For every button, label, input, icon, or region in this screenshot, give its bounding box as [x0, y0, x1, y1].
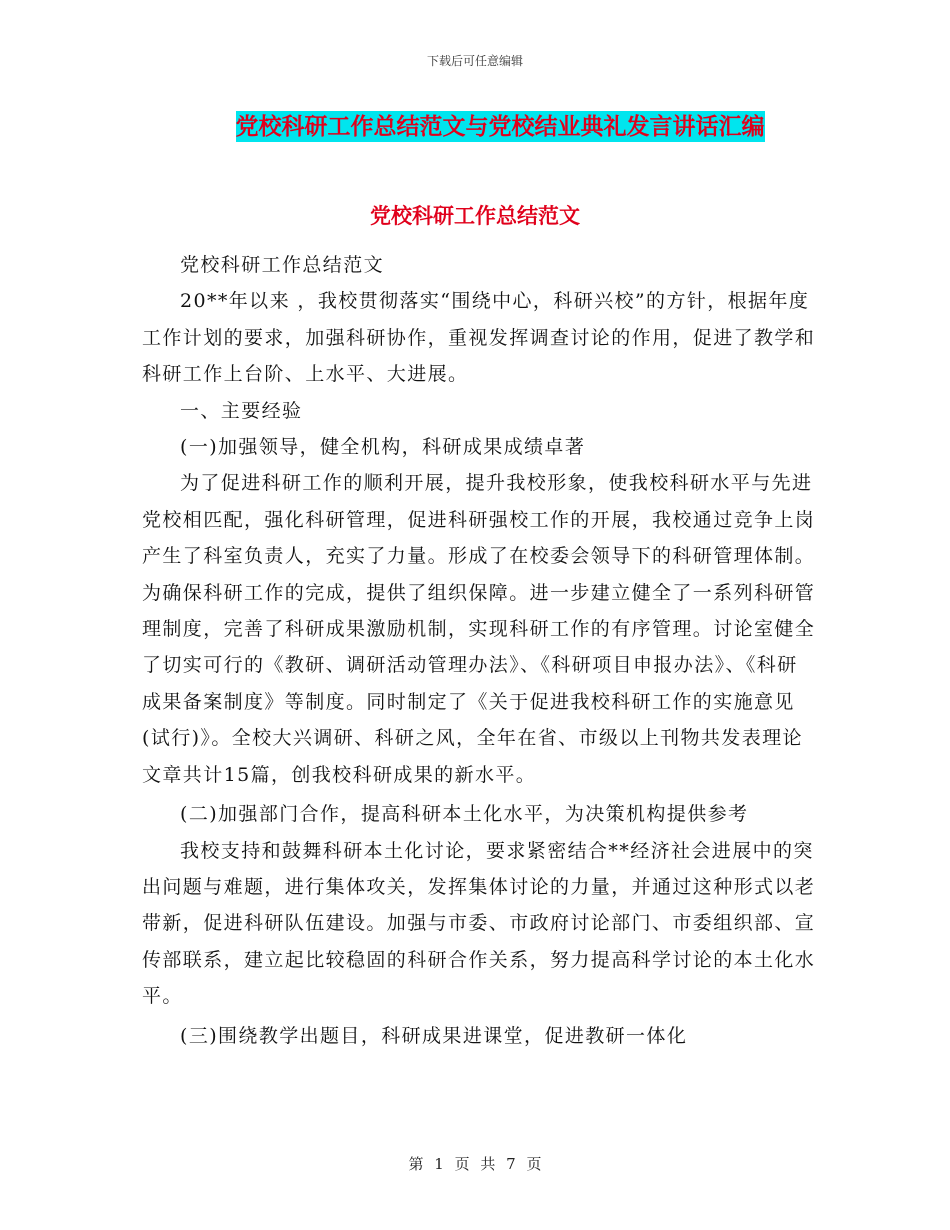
main-title-text: 党校科研工作总结范文与党校结业典礼发言讲话汇编 [235, 113, 765, 140]
section-title: 党校科研工作总结范文 [370, 203, 580, 228]
header-note: 下载后可任意编辑 [426, 54, 523, 68]
document-body [142, 247, 817, 1054]
paragraph-body-1: 为了促进科研工作的顺利开展，提升我校形象，使我校科研水平与先进党校相匹配，强化科研管理，促进科研强校工作的开展，我校通过竞争上岗产生了科室负责人，充实了力量。形成了在校委会领导下的科研管理体制。为确保科研工作的完成，提供了组织保障。进一步建立健全了一系列科研管理制度，完善了科研成果激励机制，实现科研工作的有序管理。讨论室健全了切实可行的《教研、调研活动管理办法》、《科研项目申报办法》、《科研成果备案制度》等制度。同时制定了《关于促进我校科研工作的实施意见(试行)》。全校大兴调研、科研之风，全年在省、市级以上刊物共发表理论文章共计15篇，创我校科研成果的新水平。 [142, 472, 816, 786]
paragraph-subsection-3: (三)围绕教学出题目，科研成果进课堂，促进教研一体化 [180, 1024, 688, 1047]
paragraph-subsection-2: (二)加强部门合作，提高科研本土化水平，为决策机构提供参考 [180, 803, 749, 826]
paragraph-subsection-1: (一)加强领导，健全机构，科研成果成绩卓著 [180, 436, 586, 459]
paragraph-intro: 20**年以来 ，我校贯彻落实“围绕中心，科研兴校”的方针，根据年度工作计划的要求，加强科研协作，重视发挥调查讨论的作用，促进了教学和科研工作上台阶、上水平、大进展。 [142, 290, 816, 386]
document-main-title [195, 110, 805, 144]
paragraph-body-2: 我校支持和鼓舞科研本土化讨论，要求紧密结合**经济社会进展中的突出问题与难题，进行集体攻关，发挥集体讨论的力量，并通过这种形式以老带新，促进科研队伍建设。加强与市委、市政府讨论部门、市委组织部、宣传部联系，建立起比较稳固的科研合作关系，努力提高科学讨论的本土化水平。 [142, 839, 816, 1008]
paragraph-heading: 党校科研工作总结范文 [180, 254, 385, 276]
page-footer: 第 1 页 共 7 页 [408, 1155, 542, 1173]
paragraph-section-1: 一、主要经验 [180, 399, 303, 422]
